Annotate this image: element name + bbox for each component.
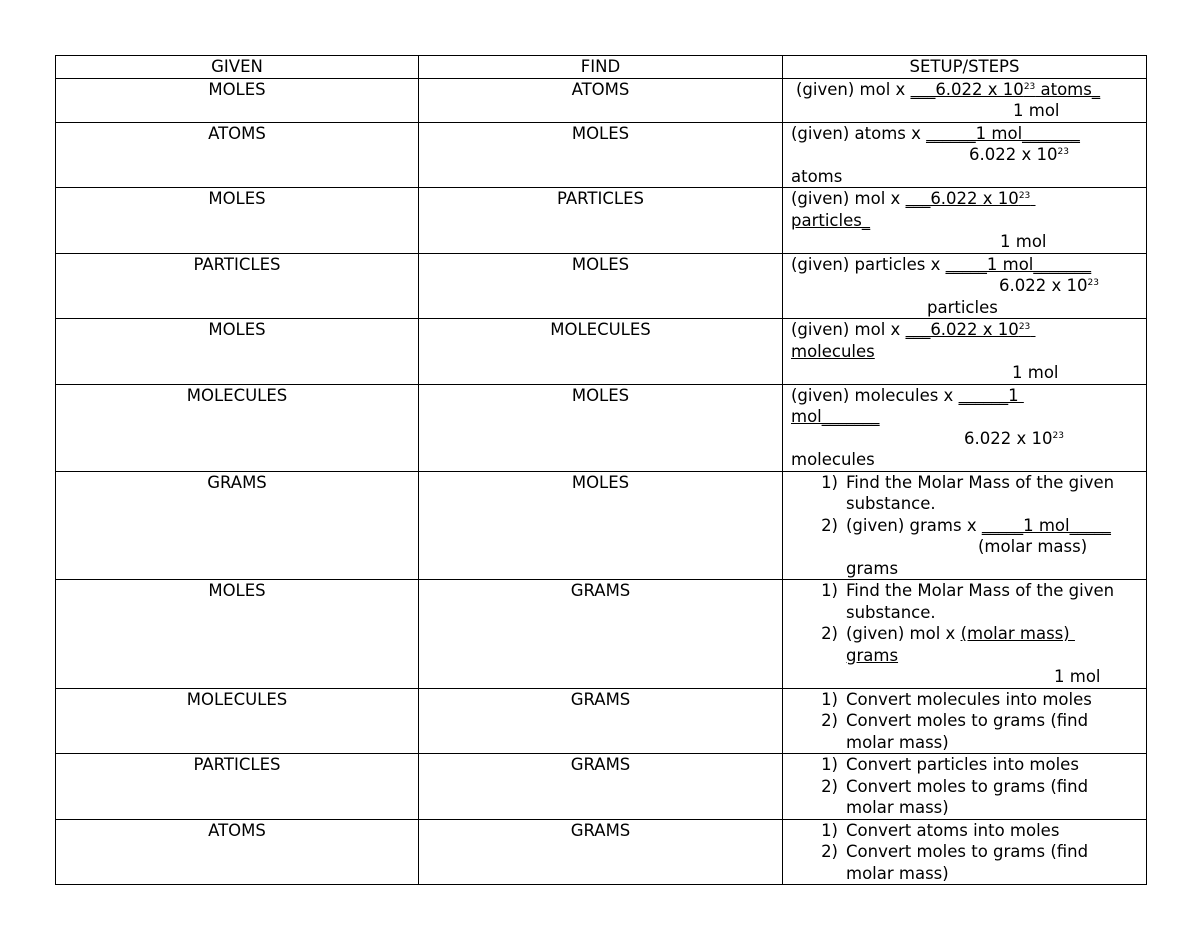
setup-unit: particles xyxy=(927,297,998,317)
setup-numerator: (molar mass) xyxy=(960,624,1075,643)
setup-denominator: 1 mol xyxy=(1013,101,1060,120)
setup-cell xyxy=(783,580,1147,689)
setup-numerator: ______1 mol_______ xyxy=(926,123,1080,143)
given-cell: MOLES xyxy=(56,78,419,122)
setup-cell xyxy=(783,819,1147,885)
step-2: 2) Convert moles to grams (find molar mass) xyxy=(821,842,1089,883)
step-1: 1) Find the Molar Mass of the given substance. xyxy=(821,581,1115,622)
setup-denominator: 1 mol xyxy=(1054,667,1101,686)
find-cell: GRAMS xyxy=(419,688,783,754)
find-cell: PARTICLES xyxy=(419,188,783,254)
table-row xyxy=(56,819,1147,885)
given-cell: MOLECULES xyxy=(56,384,419,471)
step-1: 1) Convert particles into moles xyxy=(821,755,1079,774)
step-1: 1) Convert atoms into moles xyxy=(821,820,1060,840)
step-2: 2) (given) grams x _____1 mol_____ (molar mass) grams xyxy=(791,515,1138,580)
find-cell: GRAMS xyxy=(419,754,783,820)
setup-cell xyxy=(783,471,1147,580)
setup-numerator-unit: particles_ xyxy=(791,210,871,230)
table-row xyxy=(56,188,1147,254)
setup-denominator: 6.022 x $10^{23}$ xyxy=(964,428,1064,448)
find-cell: ATOMS xyxy=(419,78,783,122)
table-row xyxy=(56,122,1147,188)
find-cell: MOLES xyxy=(419,384,783,471)
setup-cell xyxy=(783,78,1147,122)
setup-prefix: (given) particles x xyxy=(791,254,946,274)
given-cell: GRAMS xyxy=(56,471,419,580)
find-cell: MOLECULES xyxy=(419,319,783,385)
header-given: GIVEN xyxy=(56,56,419,79)
setup-unit: molecules xyxy=(791,450,875,469)
given-cell: MOLES xyxy=(56,319,419,385)
conversion-table xyxy=(55,55,1147,885)
setup-prefix: (given) mol x xyxy=(791,320,906,339)
setup-unit: atoms xyxy=(791,166,843,186)
setup-numerator: _____1 mol_______ xyxy=(945,254,1092,274)
setup-cell xyxy=(783,188,1147,254)
setup-cell xyxy=(783,319,1147,385)
step-2: 2) Convert moles to grams (find molar mass) xyxy=(821,711,1089,752)
given-cell: PARTICLES xyxy=(56,754,419,820)
step-1: 1) Convert molecules into moles xyxy=(821,689,1092,709)
table-row xyxy=(56,384,1147,471)
given-cell: MOLES xyxy=(56,580,419,689)
table-header-row xyxy=(56,56,1147,79)
setup-numerator: ___6.022 x $10^{23}$ xyxy=(905,320,1031,339)
setup-numerator-unit: grams xyxy=(846,645,899,665)
setup-unit: grams xyxy=(846,558,899,578)
find-cell: GRAMS xyxy=(419,580,783,689)
setup-numerator-unit: molecules xyxy=(791,341,875,361)
setup-numerator: _____1 mol_____ xyxy=(981,515,1111,535)
setup-prefix: (given) mol x xyxy=(796,79,911,99)
step-2: 2) (given) mol x (molar mass) grams 1 mol xyxy=(791,623,1138,688)
setup-cell xyxy=(783,253,1147,319)
given-cell: ATOMS xyxy=(56,819,419,885)
table-row xyxy=(56,253,1147,319)
setup-numerator-unit: mol_______ xyxy=(791,407,880,426)
table-row xyxy=(56,688,1147,754)
setup-prefix: (given) mol x xyxy=(791,189,906,208)
setup-numerator: ___6.022 x $10^{23}$ xyxy=(905,189,1031,208)
setup-cell xyxy=(783,122,1147,188)
step-1: 1) Find the Molar Mass of the given substance. xyxy=(821,472,1115,513)
setup-denominator: 1 mol xyxy=(1000,232,1047,251)
table-row xyxy=(56,471,1147,580)
find-cell: MOLES xyxy=(419,471,783,580)
setup-numerator: ______1 xyxy=(958,385,1024,405)
setup-denominator: 6.022 x $10^{23}$ xyxy=(999,276,1099,295)
table-row xyxy=(56,78,1147,122)
setup-denominator: 6.022 x $10^{23}$ xyxy=(969,145,1069,164)
setup-denominator: 1 mol xyxy=(1012,363,1059,382)
header-find: FIND xyxy=(419,56,783,79)
setup-cell xyxy=(783,754,1147,820)
setup-prefix: (given) atoms x xyxy=(791,123,927,143)
setup-cell xyxy=(783,384,1147,471)
find-cell: GRAMS xyxy=(419,819,783,885)
table-row xyxy=(56,319,1147,385)
setup-numerator: ___6.022 x $10^{23}$ atoms_ xyxy=(910,79,1101,99)
setup-prefix: (given) molecules x xyxy=(791,385,959,405)
step-2: 2) Convert moles to grams (find molar mass) xyxy=(821,776,1089,817)
table-row xyxy=(56,754,1147,820)
find-cell: MOLES xyxy=(419,122,783,188)
given-cell: ATOMS xyxy=(56,122,419,188)
given-cell: MOLECULES xyxy=(56,688,419,754)
table-row xyxy=(56,580,1147,689)
find-cell: MOLES xyxy=(419,253,783,319)
setup-denominator: (molar mass) xyxy=(978,537,1088,556)
given-cell: PARTICLES xyxy=(56,253,419,319)
given-cell: MOLES xyxy=(56,188,419,254)
header-setup: SETUP/STEPS xyxy=(783,56,1147,79)
setup-cell xyxy=(783,688,1147,754)
